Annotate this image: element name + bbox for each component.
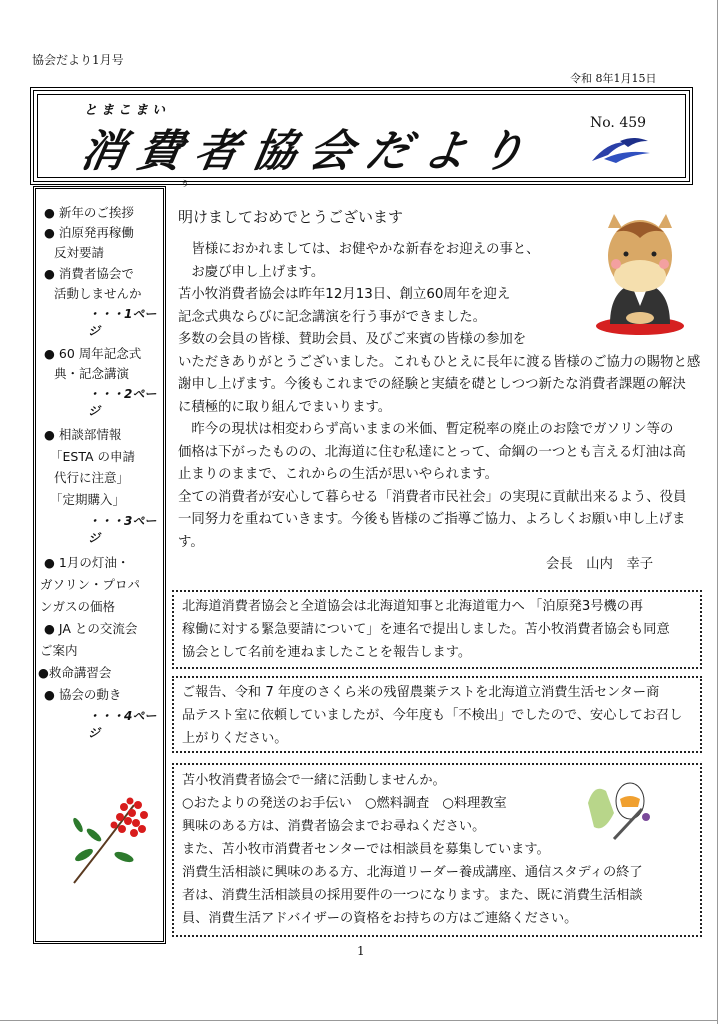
message-line: 全ての消費者が安心して暮らせる「消費者市民社会」の実現に貢献出来るよう、役員 [178,489,687,505]
message-line: 皆様におかれましては、お健やかな新春をお迎えの事と、 [178,242,540,257]
page-edge [717,0,718,1024]
message-line: 止まりのままで、これからの生活が思いやられます。 [178,467,499,482]
notice-line: 協会として名前を連ねましたことを報告します。 [182,645,472,660]
message-line: 昨今の現状は相変わらず高いままの米価、暫定税率の廃止のお陰でガソリン等の [178,422,674,437]
horse-illustration-icon [590,214,690,336]
toc-item: ● 1月の灯油・ [44,555,130,570]
notice-line: 興味のある方は、消費者協会までお尋ねください。 [182,819,486,834]
toc-item: 「ESTA の申請 [50,449,136,464]
notice-line: ご報告、令和 7 年度のさくら米の残留農薬テストを北海道立消費生活センター商 [182,685,660,700]
toc-item: 活動しませんか [54,286,142,301]
message-line: に積極的に取り組んでまいります。 [178,399,392,415]
toc-item: ● 相談部情報 [44,427,122,442]
message-line: 多数の会員の皆様、賛助会員、及びご来賓の皆様の参加を [178,332,527,347]
nandina-plant-icon [64,795,154,887]
issue-date: 令和 8年1月15日 [570,72,657,85]
toc-item: ● 60 周年記念式 [44,346,142,361]
notice-line: ○おたよりの発送のお手伝い ○燃料調査 ○料理教室 [182,796,507,811]
toc-page: ・・・4ページ [88,709,157,740]
notice-line: 消費生活相談に興味のある方、北海道リーダー養成講座、通信スタディの終了 [182,865,643,880]
toc-item: ガソリン・プロパ [40,577,141,592]
notice-box-rice-test [172,676,702,753]
message-line: 謝申し上げます。今後もこれまでの経験と実績を礎としつつ新たな消費者課題の解決 [178,377,686,392]
toc-item: ● 泊原発再稼働 [44,225,134,240]
message-line: 記念式典ならびに記念講演を行う事ができました。 [178,309,486,325]
association-logo-icon [590,135,654,165]
toc-item: ● 協会の動き [44,687,122,702]
notice-box-tomari [172,590,702,669]
message-line: お慶び申し上げます。 [178,264,325,280]
notice-line: 者は、消費生活相談員の採用要件の一つになります。また、既に消費生活相談 [182,888,643,903]
mascot-illustration-icon [584,773,664,845]
toc-page: ・・・2ページ [88,387,157,418]
toc-item: 代行に注意」 [54,470,130,485]
message-line: 苫小牧消費者協会は昨年12月13日、創立60周年を迎え [178,287,511,302]
toc-item: ご案内 [40,643,78,658]
toc-item: ● JA との交流会 [44,621,138,636]
message-line: す。 [178,534,204,550]
toc-item: ●救命講習会 [38,665,112,680]
stray-character: ぅ [180,178,190,189]
toc-page: ・・・1ページ [88,307,157,338]
message-line: 価格は下がったものの、北海道に住む私達にとって、命綱の一つとも言える灯油は高 [178,444,686,460]
notice-box-volunteer [172,763,702,937]
greeting-heading: 明けましておめでとうございます [178,208,404,226]
masthead-kana: とまこまい [84,103,170,118]
signature: 会長 山内 幸子 [546,557,654,572]
page-edge-bottom [0,1020,718,1021]
notice-line: 員、消費生活アドバイザーの資格をお持ちの方はご連絡ください。 [182,911,578,926]
toc-item: 「定期購入」 [50,492,126,507]
table-of-contents [33,186,166,944]
notice-line: 北海道消費者協会と全道協会は北海道知事と北海道電力へ 「泊原発3号機の再 [182,599,643,614]
message-line: いただきありがとうございました。これもひとえに長年に渡る皆様のご協力の賜物と感 [178,354,701,370]
notice-line: また、苫小牧市消費者センターでは相談員を募集しています。 [182,842,550,857]
issue-number: No. 459 [590,115,647,131]
toc-item: ンガスの価格 [40,599,116,614]
message-line: 一同努力を重ねていきます。今後も皆様のご指導ご協力、よろしくお願い申し上げま [178,512,686,527]
toc-item: 反対要請 [54,245,105,260]
notice-line: 上がりください。 [182,731,288,746]
toc-page: ・・・3ページ [88,514,157,545]
notice-line: 苫小牧消費者協会で一緒に活動しませんか。 [182,773,446,788]
page-number: 1 [357,944,365,958]
issue-label: 協会だより1月号 [32,53,124,67]
masthead [30,87,693,185]
toc-item: ● 新年のご挨拶 [44,205,134,220]
notice-line: 稼働に対する緊急要請について」を連名で提出しました。苫小牧消費者協会も同意 [182,622,670,637]
notice-line: 品テスト室に依頼していましたが、今年度も「不検出」でしたので、安心してお召し [182,708,683,723]
masthead-title: 消費者協会だより [76,126,542,177]
toc-item: ● 消費者協会で [44,266,134,281]
toc-item: 典・記念講演 [54,366,130,381]
